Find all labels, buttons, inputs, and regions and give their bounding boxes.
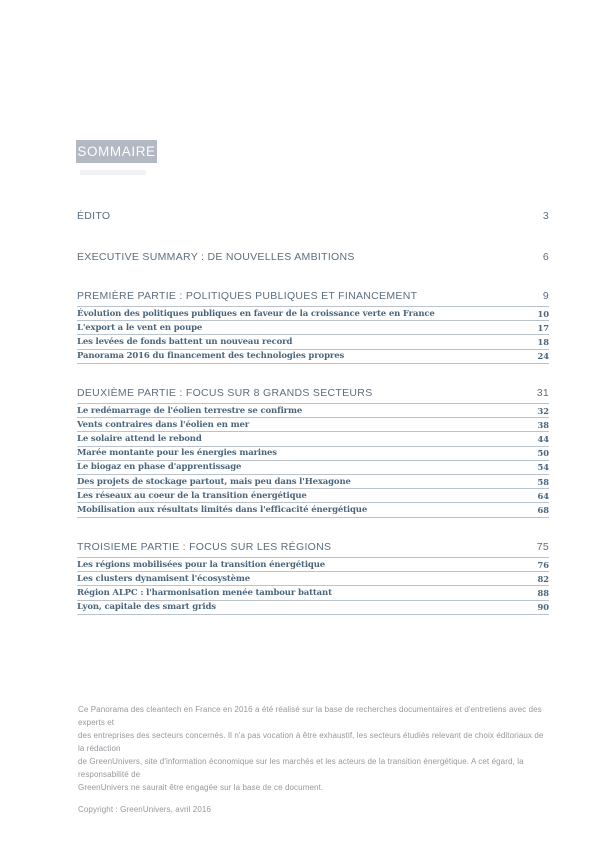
toc-entry-row[interactable]: [77, 404, 549, 418]
toc-entry-label: Lyon, capitale des smart grids: [77, 602, 216, 613]
toc-entry-label: Marée montante pour les énergies marines: [77, 448, 277, 459]
toc-section: [77, 290, 549, 364]
toc-entry-page-number: 38: [537, 419, 549, 430]
toc-subsection-group: [77, 557, 549, 615]
toc-section: [77, 251, 549, 263]
footer-disclaimer: [78, 703, 550, 794]
page-title: SOMMAIRE: [76, 140, 157, 163]
toc-section-heading[interactable]: [77, 541, 549, 553]
toc-section-heading[interactable]: [77, 210, 549, 222]
toc-section-label: TROISIEME PARTIE : FOCUS SUR LES RÉGIONS: [77, 541, 332, 553]
toc-entry-page-number: 54: [537, 462, 549, 473]
footer-line: de GreenUnivers, site d'information économique sur les marchés et les acteurs de la transition énergétique. A cet égard, la responsabilité de: [78, 757, 524, 779]
toc-subsection-group: [77, 306, 549, 364]
toc-entry-page-number: 18: [537, 336, 549, 347]
toc-section-label: DEUXIÈME PARTIE : FOCUS SUR 8 GRANDS SECTEURS: [77, 387, 373, 399]
toc-entry-label: Des projets de stockage partout, mais peu dans l'Hexagone: [77, 476, 351, 487]
toc-section-page-number: 3: [542, 210, 549, 222]
footer-line: GreenUnivers ne saurait être engagée sur la base de ce document.: [78, 783, 324, 792]
toc-section-page-number: 6: [542, 251, 549, 263]
toc-entry-page-number: 76: [537, 559, 549, 570]
toc-section-page-number: 31: [536, 387, 549, 399]
toc-entry-page-number: 17: [537, 322, 549, 333]
toc-entry-row[interactable]: [77, 503, 549, 517]
toc-entry-row[interactable]: [77, 350, 549, 364]
toc-entry-label: Le solaire attend le rebond: [77, 433, 202, 444]
toc-section-page-number: 9: [542, 290, 549, 302]
toc-entry-page-number: 64: [537, 490, 549, 501]
toc-entry-page-number: 32: [537, 405, 549, 416]
toc-entry-label: Les régions mobilisées pour la transition énergétique: [77, 559, 325, 570]
toc-entry-page-number: 24: [537, 351, 549, 362]
toc-entry-label: Le redémarrage de l'éolien terrestre se confirme: [77, 405, 303, 416]
toc-section-label: EXECUTIVE SUMMARY : DE NOUVELLES AMBITIONS: [77, 251, 355, 263]
toc-subsection-group: [77, 403, 549, 518]
toc-entry-row[interactable]: [77, 461, 549, 475]
toc-entry-page-number: 58: [537, 476, 549, 487]
toc-entry-row[interactable]: [77, 447, 549, 461]
footer: [78, 703, 550, 816]
toc-entry-row[interactable]: [77, 418, 549, 432]
toc-entry-page-number: 50: [537, 448, 549, 459]
toc-entry-label: Vents contraires dans l'éolien en mer: [77, 419, 250, 430]
toc-entry-label: Mobilisation aux résultats limités dans l'efficacité énergétique: [77, 504, 368, 515]
toc-section-heading[interactable]: [77, 251, 549, 263]
toc-entry-label: L'export a le vent en poupe: [77, 322, 203, 333]
toc-section-label: PREMIÈRE PARTIE : POLITIQUES PUBLIQUES ET FINANCEMENT: [77, 290, 418, 302]
toc-entry-label: Évolution des politiques publiques en faveur de la croissance verte en France: [77, 308, 435, 319]
toc-entry-row[interactable]: [77, 586, 549, 600]
toc-entry-page-number: 90: [537, 602, 549, 613]
toc-entry-page-number: 68: [537, 504, 549, 515]
title-shadow-bar: [80, 170, 146, 175]
toc-entry-label: Les clusters dynamisent l'écosystème: [77, 573, 251, 584]
toc-entry-row[interactable]: [77, 307, 549, 321]
toc-section: [77, 387, 549, 518]
toc-entry-row[interactable]: [77, 601, 549, 615]
toc-section: [77, 210, 549, 222]
footer-line: Ce Panorama des cleantech en France en 2016 a été réalisé sur la base de recherches documentaires et d'entretiens avec des experts et: [78, 705, 542, 727]
toc-entry-label: Le biogaz en phase d'apprentissage: [77, 462, 242, 473]
toc-section-page-number: 75: [536, 541, 549, 553]
toc-entry-label: Les réseaux au coeur de la transition énergétique: [77, 490, 307, 501]
toc-section-heading[interactable]: [77, 387, 549, 399]
toc-entry-row[interactable]: [77, 432, 549, 446]
toc-entry-page-number: 10: [537, 308, 549, 319]
toc-entry-row[interactable]: [77, 335, 549, 349]
toc-entry-page-number: 88: [537, 587, 549, 598]
toc-entry-label: Panorama 2016 du financement des technologies propres: [77, 351, 345, 362]
toc-entry-row[interactable]: [77, 475, 549, 489]
toc-entry-page-number: 82: [537, 573, 549, 584]
footer-copyright: Copyright : GreenUnivers, avril 2016: [78, 805, 211, 814]
toc-section-label: ÉDITO: [77, 210, 111, 222]
toc-entry-row[interactable]: [77, 321, 549, 335]
toc-entry-row[interactable]: [77, 558, 549, 572]
toc-entry-label: Les levées de fonds battent un nouveau record: [77, 336, 293, 347]
toc-entry-row[interactable]: [77, 489, 549, 503]
toc-entry-page-number: 44: [537, 433, 549, 444]
toc-section: [77, 541, 549, 615]
toc-entry-label: Région ALPC : l'harmonisation menée tambour battant: [77, 587, 332, 598]
footer-line: des entreprises des secteurs concernés. Il n'a pas vocation à être exhaustif, les secteurs étudiés relevant de choix éditoriaux de la rédaction: [78, 731, 544, 753]
toc-section-heading[interactable]: [77, 290, 549, 302]
toc-entry-row[interactable]: [77, 572, 549, 586]
